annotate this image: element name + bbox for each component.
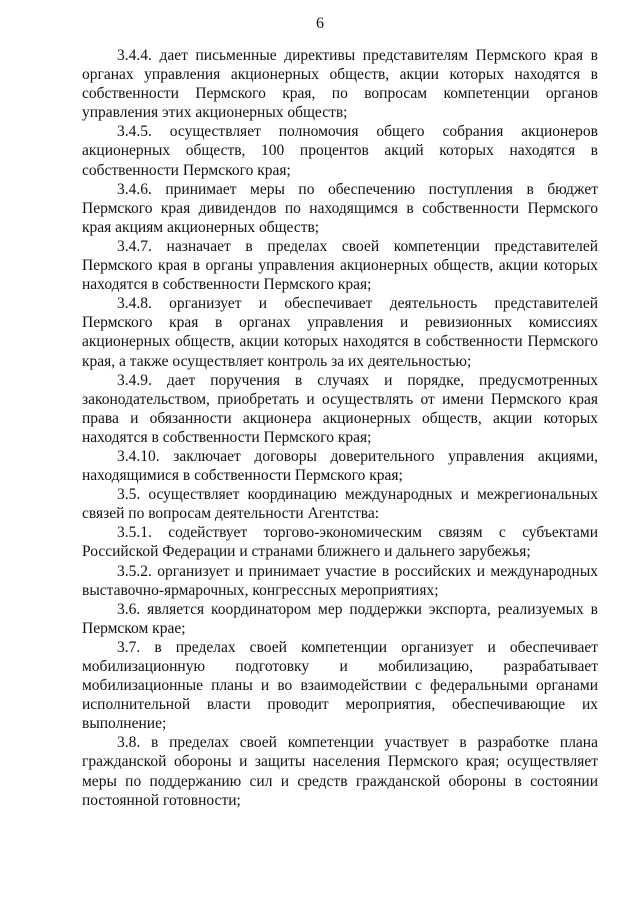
page-number: 6 <box>316 15 324 32</box>
paragraph-3-5-2: 3.5.2. организует и принимает участие в российских и международных выставочно-ярмарочных, конгрессных мероприятиях; <box>82 562 598 599</box>
paragraph-3-5: 3.5. осуществляет координацию международных и межрегиональных связей по вопросам деятельности Агентства: <box>82 486 598 523</box>
paragraph-3-4-10: 3.4.10. заключает договоры доверительного управления акциями, находящимися в собственности Пермского края; <box>82 447 598 485</box>
paragraph-3-4-6: 3.4.6. принимает меры по обеспечению поступления в бюджет Пермского края дивидендов по находящимся в собственности Пермского края акциям акционерных обществ; <box>82 180 598 236</box>
paragraph-3-4-4: 3.4.4. дает письменные директивы представителям Пермского края в органах управления акционерных обществ, акции которых находятся в собственности Пермского края, по вопросам компетенции органов управления этих акционерных обществ; <box>82 47 598 122</box>
paragraph-3-4-5: 3.4.5. осуществляет полномочия общего собрания акционеров акционерных обществ, 100 процентов акций которых находятся в собственности Пермского края; <box>82 123 598 179</box>
paragraph-3-8: 3.8. в пределах своей компетенции участвует в разработке плана гражданской обороны и защиты населения Пермского края; осуществляет меры по поддержанию сил и средств гражданской обороны в состоянии постоянной готовности; <box>82 734 598 809</box>
paragraph-3-7: 3.7. в пределах своей компетенции организует и обеспечивает мобилизационную подготовку и мобилизацию, разрабатывает мобилизационные планы и во взаимодействии с федеральными органами исполнительной власти проводит мероприятия, обеспечивающие их выполнение; <box>82 638 598 733</box>
paragraph-3-5-1: 3.5.1. содействует торгово-экономическим связям с субъектами Российской Федерации и странами ближнего и дальнего зарубежья; <box>82 524 598 561</box>
paragraph-3-4-7: 3.4.7. назначает в пределах своей компетенции представителей Пермского края в органы управления акционерных обществ, акции которых находятся в собственности Пермского края; <box>82 237 598 294</box>
document-body <box>82 46 598 810</box>
paragraph-3-6: 3.6. является координатором мер поддержки экспорта, реализуемых в Пермском крае; <box>82 600 598 637</box>
paragraph-3-4-9: 3.4.9. дает поручения в случаях и порядке, предусмотренных законодательством, приобретать и осуществлять от имени Пермского края права и обязанности акционера акционерных обществ, акции которых находятся в собственности Пермского края; <box>82 371 598 446</box>
paragraph-3-4-8: 3.4.8. организует и обеспечивает деятельность представителей Пермского края в органах управления и ревизионных комиссиях акционерных обществ, акции которых находятся в собственности Пермского края, а также осуществляет контроль за их деятельностью; <box>82 295 598 370</box>
